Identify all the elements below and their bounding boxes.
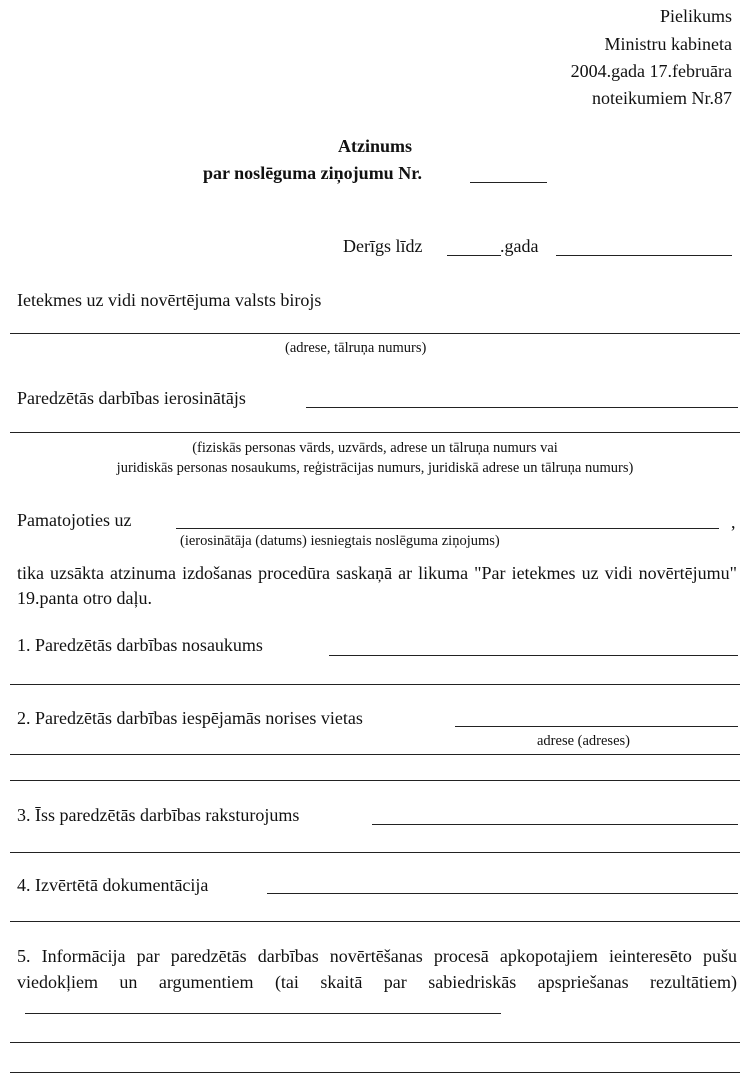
section-2-line[interactable]: [455, 726, 738, 727]
section-4-label: 4. Izvērtētā dokumentācija: [17, 875, 209, 895]
document-title: Atzinums: [337, 136, 412, 156]
section-2-line-2[interactable]: [10, 754, 740, 755]
basis-line[interactable]: [176, 528, 719, 529]
basis-caption: (ierosinātāja (datums) iesniegtais noslēguma ziņojums): [180, 533, 500, 549]
section-1-line-2[interactable]: [10, 684, 740, 685]
section-4-line[interactable]: [267, 893, 738, 894]
section-4-line-2[interactable]: [10, 921, 740, 922]
section-2-line-3[interactable]: [10, 780, 740, 781]
section-2-label: 2. Paredzētās darbības iespējamās norises vietas: [17, 708, 363, 728]
initiator-line-2[interactable]: [10, 432, 740, 433]
valid-year-line[interactable]: [447, 255, 501, 256]
section-1-line[interactable]: [329, 655, 738, 656]
valid-date-line[interactable]: [556, 255, 732, 256]
section-3-line[interactable]: [372, 824, 738, 825]
document-subtitle: par noslēguma ziņojumu Nr.: [203, 163, 423, 183]
initiator-caption-2: juridiskās personas nosaukums, reģistrācijas numurs, juridiskā adrese un tālruņa numurs): [116, 460, 634, 476]
appendix-label: Pielikums: [659, 6, 732, 26]
section-3-label: 3. Īss paredzētās darbības raksturojums: [17, 805, 300, 825]
section-3-line-2[interactable]: [10, 852, 740, 853]
regulation-date: 2004.gada 17.februāra: [570, 61, 732, 81]
section-1-label: 1. Paredzētās darbības nosaukums: [17, 635, 263, 655]
section-2-caption: adrese (adreses): [537, 733, 630, 749]
bureau-caption: (adrese, tālruņa numurs): [285, 340, 427, 356]
initiator-line[interactable]: [306, 407, 738, 408]
valid-until-label: Derīgs līdz: [343, 236, 423, 256]
initiator-caption-1: (fiziskās personas vārds, uzvārds, adrese un tālruņa numurs vai: [192, 440, 558, 456]
procedure-text: tika uzsākta atzinuma izdošanas procedūra saskaņā ar likuma "Par ietekmes uz vidi novērtējumu" 19.panta otro daļu.: [17, 563, 737, 608]
section-5-line[interactable]: [25, 1012, 501, 1014]
section-5-line-3[interactable]: [10, 1072, 740, 1073]
section-5-text: [17, 943, 737, 1021]
bureau-address-line[interactable]: [10, 333, 740, 334]
initiator-label: Paredzētās darbības ierosinātājs: [17, 388, 246, 408]
basis-label: Pamatojoties uz: [17, 510, 132, 530]
cabinet-label: Ministru kabineta: [604, 34, 732, 54]
section-5-line-2[interactable]: [10, 1042, 740, 1043]
bureau-label: Ietekmes uz vidi novērtējuma valsts birojs: [17, 290, 322, 310]
report-number-line[interactable]: [470, 182, 547, 183]
basis-comma: ,: [731, 512, 736, 532]
regulation-number: noteikumiem Nr.87: [592, 88, 732, 108]
valid-year-suffix: .gada: [500, 236, 539, 256]
section-5-content: 5. Informācija par paredzētās darbības novērtēšanas procesā apkopotajiem ieinteresēto pušu viedokļiem un argumentiem (tai skaitā par sabiedriskās apspriešanas rezultātiem): [17, 946, 737, 992]
